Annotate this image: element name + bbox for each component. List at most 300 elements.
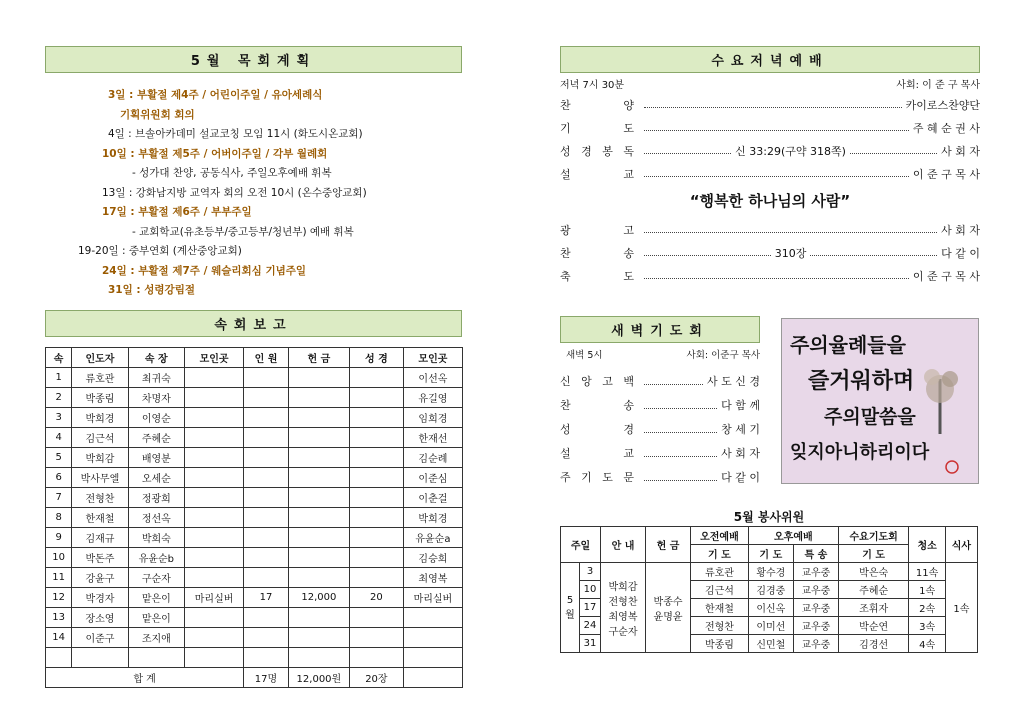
schedule-list	[60, 86, 460, 301]
label-char: 교	[623, 447, 634, 460]
program-value: 이 준 구 목 사	[912, 269, 980, 283]
table-cell	[349, 408, 403, 428]
dots-leader	[644, 272, 909, 279]
dawn-order	[560, 369, 760, 489]
label-char: 양	[623, 98, 634, 112]
wednesday-meta	[560, 74, 980, 92]
label-char: 설	[560, 167, 571, 181]
service-wed-prayer: 박은숙	[838, 563, 909, 581]
dots-leader	[850, 147, 937, 154]
table-cell	[185, 368, 244, 388]
label-char: 도	[602, 471, 613, 484]
table-row	[46, 488, 463, 508]
table-cell	[244, 628, 289, 648]
service-morning-prayer: 한재철	[691, 599, 749, 617]
total-offering: 12,000원	[288, 668, 349, 688]
table-row	[46, 548, 463, 568]
label-char: 주	[560, 471, 571, 484]
label-char: 경	[581, 144, 592, 158]
service-title: 5월 봉사위원	[733, 510, 805, 524]
table-cell	[349, 568, 403, 588]
program-label	[560, 268, 640, 284]
table-cell: 유길영	[403, 388, 462, 408]
table-cell	[185, 528, 244, 548]
dawn-title: 새벽기도회	[611, 324, 709, 339]
program-item	[560, 162, 980, 185]
label-char: 도	[623, 269, 634, 283]
label-char: 축	[560, 269, 571, 283]
table-cell	[244, 388, 289, 408]
program-value: 다 같 이	[721, 471, 760, 484]
attendance-col-header: 속 장	[128, 348, 184, 368]
schedule-item: 10일 : 부활절 제5주 / 어버이주일 / 각부 월례회	[102, 147, 328, 160]
service-meal: 1속	[945, 563, 977, 653]
table-cell: 이영순	[128, 408, 184, 428]
service-special: 교우중	[793, 617, 838, 635]
table-cell	[128, 648, 184, 668]
dots-leader	[644, 147, 731, 154]
table-cell: 13	[46, 608, 72, 628]
program-label	[560, 421, 640, 437]
table-cell: 박희경	[72, 408, 128, 428]
table-row	[561, 563, 978, 581]
program-value: 주 혜 순 권 사	[912, 121, 980, 135]
program-label	[560, 143, 640, 159]
table-cell: 유윤순a	[403, 528, 462, 548]
service-clean: 11속	[909, 563, 945, 581]
total-people: 17명	[244, 668, 289, 688]
program-label	[560, 469, 640, 485]
program-item	[560, 465, 760, 489]
table-cell: 12	[46, 588, 72, 608]
program-label	[560, 222, 640, 238]
program-label	[560, 445, 640, 461]
table-cell: 17	[244, 588, 289, 608]
total-label: 합 계	[46, 668, 244, 688]
table-cell	[349, 368, 403, 388]
table-cell	[244, 448, 289, 468]
program-value: 사 도 신 경	[707, 375, 760, 388]
table-cell	[349, 608, 403, 628]
program-mid: 신 33:29(구약 318쪽)	[735, 144, 846, 158]
calligraphy-image	[781, 318, 979, 484]
table-row	[46, 528, 463, 548]
table-cell	[72, 648, 128, 668]
service-date: 10	[580, 581, 601, 599]
table-cell	[288, 408, 349, 428]
table-cell: 박돈주	[72, 548, 128, 568]
wednesday-order-2	[560, 218, 980, 287]
label-char: 도	[623, 121, 634, 135]
h-guide: 안 내	[601, 527, 646, 563]
calligraphy-line: 즐거워하며	[808, 368, 915, 394]
table-cell	[185, 428, 244, 448]
dots-leader	[644, 426, 717, 433]
table-cell: 9	[46, 528, 72, 548]
table-cell: 김승희	[403, 548, 462, 568]
table-cell: 강윤구	[72, 568, 128, 588]
table-cell	[244, 488, 289, 508]
h-morning: 오전예배	[691, 527, 749, 545]
table-cell	[244, 368, 289, 388]
attendance-col-header: 인 원	[244, 348, 289, 368]
schedule-item: 19-20일 : 중부연회 (계산중앙교회)	[78, 245, 242, 257]
schedule-title: 5월 목회계획	[190, 54, 317, 69]
table-cell: 박종림	[72, 388, 128, 408]
table-cell: 맡은이	[128, 588, 184, 608]
schedule-item: 31일 : 성령강림절	[108, 284, 195, 296]
table-cell: 장소영	[72, 608, 128, 628]
dots-leader	[810, 249, 937, 256]
table-cell: 1	[46, 368, 72, 388]
dots-leader	[644, 226, 937, 233]
total-empty	[403, 668, 462, 688]
table-cell: 박사무엘	[72, 468, 128, 488]
program-value: 사 회 자	[721, 447, 760, 460]
table-cell: 김근석	[72, 428, 128, 448]
service-morning-prayer: 류호관	[691, 563, 749, 581]
table-cell: 이선옥	[403, 368, 462, 388]
label-char: 찬	[560, 399, 571, 412]
calligraphy-line: 주의율례들을	[790, 333, 906, 357]
table-cell	[349, 648, 403, 668]
h-wed: 수요기도회	[838, 527, 909, 545]
dots-leader	[644, 450, 717, 457]
attendance-table	[45, 347, 463, 688]
service-wed-prayer: 김경선	[838, 635, 909, 653]
service-wed-prayer: 주혜순	[838, 581, 909, 599]
table-cell	[288, 468, 349, 488]
program-item	[560, 441, 760, 465]
offering-name: 윤명윤	[653, 611, 683, 623]
table-cell	[244, 608, 289, 628]
program-item	[560, 218, 980, 241]
table-cell: 전형찬	[72, 488, 128, 508]
service-table	[560, 526, 978, 653]
program-item	[560, 393, 760, 417]
attendance-col-header: 헌 금	[288, 348, 349, 368]
dawn-meta	[566, 347, 760, 361]
table-cell	[288, 428, 349, 448]
program-value: 이 준 구 목 사	[912, 167, 980, 181]
table-cell	[403, 648, 462, 668]
sermon-title: “행복한 하나님의 사람”	[689, 192, 851, 210]
table-cell: 박경자	[72, 588, 128, 608]
program-item	[560, 139, 980, 162]
table-cell	[349, 528, 403, 548]
label-char: 찬	[560, 98, 571, 112]
table-cell: 이준구	[72, 628, 128, 648]
program-label	[560, 373, 640, 389]
h-afternoon-prayer: 기 도	[748, 545, 793, 563]
schedule-item: - 성가대 찬양, 공동식사, 주일오후예배 휘복	[132, 167, 332, 179]
program-label	[560, 120, 640, 136]
table-cell	[244, 468, 289, 488]
h-meal: 식사	[945, 527, 977, 563]
table-cell	[185, 608, 244, 628]
service-offering	[646, 563, 691, 653]
table-cell: 박희경	[403, 508, 462, 528]
table-cell	[288, 388, 349, 408]
table-cell: 조지애	[128, 628, 184, 648]
table-row	[46, 608, 463, 628]
table-cell	[349, 548, 403, 568]
table-cell: 최귀숙	[128, 368, 184, 388]
calligraphy-line: 주의말씀을	[824, 406, 916, 428]
service-date: 24	[580, 617, 601, 635]
program-value: 사 회 자	[941, 144, 980, 158]
service-special: 교우중	[793, 635, 838, 653]
service-clean: 1속	[909, 581, 945, 599]
table-cell: 최영복	[403, 568, 462, 588]
dots-leader	[644, 402, 717, 409]
service-special: 교우중	[793, 581, 838, 599]
label-char: 찬	[560, 246, 571, 260]
table-cell	[244, 528, 289, 548]
offering-name: 박종수	[653, 596, 683, 608]
table-row	[46, 628, 463, 648]
table-cell	[288, 528, 349, 548]
table-cell: 차명자	[128, 388, 184, 408]
wednesday-time: 저녁 7시 30분	[560, 79, 625, 91]
table-cell: 이춘걸	[403, 488, 462, 508]
program-label	[560, 166, 640, 182]
service-special: 교우중	[793, 599, 838, 617]
table-cell	[185, 468, 244, 488]
table-cell: 김순례	[403, 448, 462, 468]
table-cell: 정선옥	[128, 508, 184, 528]
label-char: 기	[581, 471, 592, 484]
label-char: 송	[623, 246, 634, 260]
table-cell: 정광희	[128, 488, 184, 508]
service-wed-prayer: 조휘자	[838, 599, 909, 617]
service-guides	[601, 563, 646, 653]
table-cell	[185, 508, 244, 528]
table-cell: 김재규	[72, 528, 128, 548]
table-cell: 2	[46, 388, 72, 408]
h-afternoon: 오후예배	[748, 527, 838, 545]
label-char: 백	[623, 375, 634, 388]
table-cell: 유윤순b	[128, 548, 184, 568]
table-cell	[403, 608, 462, 628]
program-item	[560, 417, 760, 441]
table-cell	[288, 648, 349, 668]
table-cell: 14	[46, 628, 72, 648]
h-morning-prayer: 기 도	[691, 545, 749, 563]
service-afternoon-prayer: 황수경	[748, 563, 793, 581]
program-value: 창 세 기	[721, 423, 760, 436]
attendance-col-header: 모인곳	[185, 348, 244, 368]
service-afternoon-prayer: 이미선	[748, 617, 793, 635]
table-cell: 맡은이	[128, 608, 184, 628]
table-row	[46, 508, 463, 528]
service-month: 5월	[561, 563, 580, 653]
program-label	[560, 397, 640, 413]
label-char: 성	[560, 423, 571, 436]
table-row	[46, 408, 463, 428]
table-cell	[185, 408, 244, 428]
schedule-item: 17일 : 부활절 제6주 / 부부주일	[102, 206, 252, 218]
guide-name: 박희감	[608, 581, 638, 593]
attendance-col-header: 속	[46, 348, 72, 368]
dawn-header	[560, 316, 760, 343]
label-char: 신	[560, 375, 571, 388]
table-cell	[244, 408, 289, 428]
table-cell	[288, 368, 349, 388]
service-afternoon-prayer: 이신옥	[748, 599, 793, 617]
service-afternoon-prayer: 김경중	[748, 581, 793, 599]
attendance-col-header: 성 경	[349, 348, 403, 368]
table-cell	[349, 388, 403, 408]
calligraphy-text	[790, 327, 975, 471]
table-cell	[403, 628, 462, 648]
guide-name: 구순자	[608, 626, 638, 638]
table-cell	[185, 548, 244, 568]
total-bible: 20장	[349, 668, 403, 688]
table-cell	[244, 568, 289, 588]
service-morning-prayer: 전형찬	[691, 617, 749, 635]
table-cell: 10	[46, 548, 72, 568]
table-cell	[349, 428, 403, 448]
table-row	[46, 468, 463, 488]
h-offering: 헌 금	[646, 527, 691, 563]
dawn-time: 새벽 5시	[566, 350, 603, 361]
table-cell: 11	[46, 568, 72, 588]
table-cell	[185, 568, 244, 588]
table-cell: 12,000	[288, 588, 349, 608]
table-row	[46, 428, 463, 448]
wednesday-order-1	[560, 93, 980, 185]
service-morning-prayer: 김근석	[691, 581, 749, 599]
table-cell	[288, 548, 349, 568]
table-cell: 주혜순	[128, 428, 184, 448]
wednesday-host: 사회: 이 준 구 목사	[896, 79, 980, 91]
program-item	[560, 93, 980, 116]
attendance-total-row	[46, 668, 463, 688]
program-item	[560, 264, 980, 287]
label-char: 봉	[602, 144, 613, 158]
schedule-item: 24일 : 부활절 제7주 / 웨슬리회심 기념주일	[102, 264, 307, 277]
dots-leader	[644, 378, 703, 385]
table-cell	[244, 648, 289, 668]
h-clean: 청소	[909, 527, 945, 563]
service-date: 3	[580, 563, 601, 581]
dots-leader	[644, 249, 771, 256]
h-special: 특 송	[793, 545, 838, 563]
table-cell	[288, 608, 349, 628]
table-cell	[288, 628, 349, 648]
table-cell	[185, 388, 244, 408]
attendance-col-header: 모인곳	[403, 348, 462, 368]
dots-leader	[644, 101, 902, 108]
table-cell	[185, 448, 244, 468]
table-cell: 8	[46, 508, 72, 528]
schedule-item: - 교회학교(유초등부/중고등부/청년부) 예배 휘복	[132, 225, 354, 238]
label-char: 광	[560, 223, 571, 237]
table-cell	[288, 488, 349, 508]
guide-name: 전형찬	[608, 596, 638, 608]
dots-leader	[644, 474, 717, 481]
service-clean: 3속	[909, 617, 945, 635]
table-row	[46, 448, 463, 468]
table-cell: 20	[349, 588, 403, 608]
dots-leader	[644, 170, 909, 177]
table-cell	[244, 508, 289, 528]
table-cell: 류호관	[72, 368, 128, 388]
label-char: 문	[623, 471, 634, 484]
service-afternoon-prayer: 신민철	[748, 635, 793, 653]
label-char: 성	[560, 144, 571, 158]
table-cell: 마리실버	[185, 588, 244, 608]
table-cell	[46, 648, 72, 668]
calligraphy-line: 잊지아니하리이다	[790, 442, 930, 463]
table-cell	[349, 488, 403, 508]
table-cell	[288, 448, 349, 468]
label-char: 경	[623, 423, 634, 436]
service-wed-prayer: 박순연	[838, 617, 909, 635]
h-wed-prayer: 기 도	[838, 545, 909, 563]
program-value: 카이로스찬양단	[905, 98, 980, 112]
table-cell	[185, 488, 244, 508]
table-cell: 마리실버	[403, 588, 462, 608]
program-value: 다 함 께	[721, 399, 760, 412]
guide-name: 최영복	[608, 611, 638, 623]
schedule-item: 기획위원회 회의	[120, 108, 195, 121]
table-cell	[288, 508, 349, 528]
table-row	[46, 588, 463, 608]
schedule-item: 3일 : 부활절 제4주 / 어린이주일 / 유아세례식	[108, 89, 323, 101]
table-cell: 5	[46, 448, 72, 468]
label-char: 송	[623, 399, 634, 412]
table-cell: 4	[46, 428, 72, 448]
table-cell: 한재선	[403, 428, 462, 448]
table-cell	[349, 508, 403, 528]
attendance-header	[45, 310, 462, 337]
schedule-item: 13일 : 강화남지방 교역자 회의 오전 10시 (온수중앙교회)	[102, 186, 367, 199]
program-label	[560, 97, 640, 113]
table-row	[46, 648, 463, 668]
program-value: 사 회 자	[941, 223, 980, 237]
table-row	[46, 568, 463, 588]
service-special: 교우중	[793, 563, 838, 581]
table-row	[46, 368, 463, 388]
table-cell	[288, 568, 349, 588]
table-cell: 박희숙	[128, 528, 184, 548]
table-cell: 배영분	[128, 448, 184, 468]
table-cell: 6	[46, 468, 72, 488]
table-cell: 한재철	[72, 508, 128, 528]
program-mid: 310장	[774, 246, 807, 260]
table-cell	[244, 548, 289, 568]
attendance-col-header: 인도자	[72, 348, 128, 368]
table-row	[46, 388, 463, 408]
service-clean: 2속	[909, 599, 945, 617]
dawn-host: 사회: 이준구 목사	[686, 350, 760, 361]
table-cell	[185, 648, 244, 668]
program-label	[560, 245, 640, 261]
table-cell	[185, 628, 244, 648]
label-char: 고	[623, 223, 634, 237]
wednesday-header	[560, 46, 980, 73]
label-char: 기	[560, 121, 571, 135]
label-char: 교	[623, 167, 634, 181]
label-char: 앙	[581, 375, 592, 388]
program-value: 다 같 이	[941, 246, 980, 260]
label-char: 설	[560, 447, 571, 460]
table-cell	[349, 468, 403, 488]
program-item	[560, 116, 980, 139]
table-cell: 구순자	[128, 568, 184, 588]
